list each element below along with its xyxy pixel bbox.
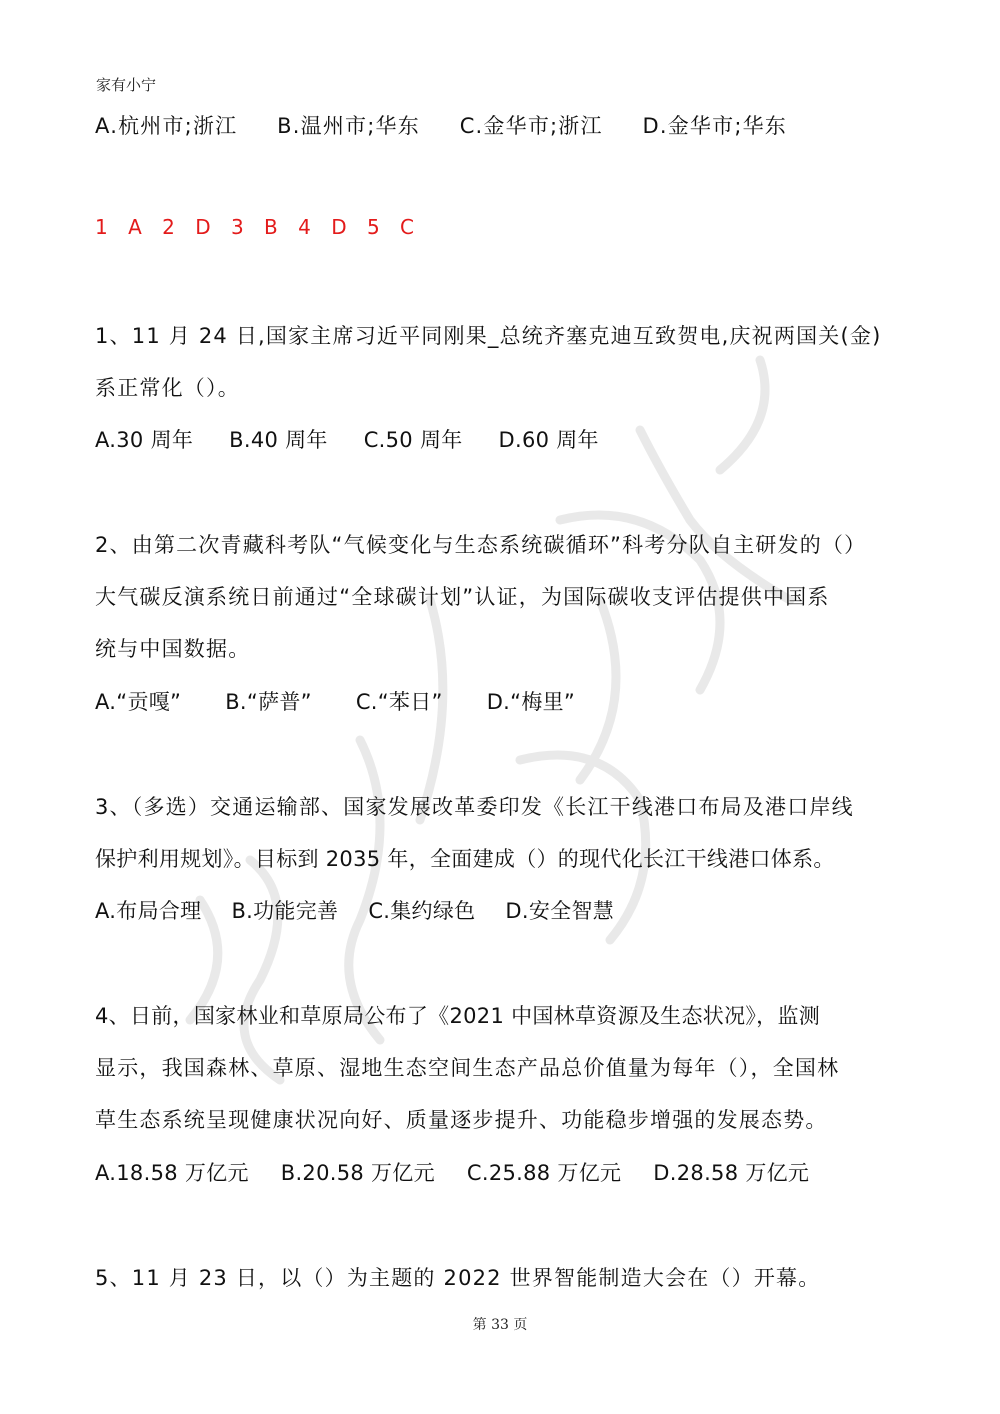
question-4-line-1: 4、日前，国家林业和草原局公布了《2021 中国林草资源及生态状况》，监测 [95,1004,821,1028]
question-2-line-3: 统与中国数据。 [95,637,251,661]
question-1-line-1: 1、11 月 24 日,国家主席习近平同刚果_总统齐塞克迪互致贺电,庆祝两国关(金) [95,324,882,348]
question-2-options [95,686,575,716]
answer-key: 1 A 2 D 3 B 4 D 5 C [95,215,422,239]
option-a: A.布局合理 [95,899,202,923]
option-a: A.“贡嘎” [95,690,182,714]
prev-question-options [95,110,787,140]
option-a: A.30 周年 [95,428,194,452]
option-d: D.安全智慧 [505,899,615,923]
question-4-options [95,1157,809,1187]
page-header: 家有小宁 [96,76,157,94]
option-c: C.金华市;浙江 [459,114,603,138]
question-2-line-1: 2、由第二次青藏科考队“气候变化与生态系统碳循环”科考分队自主研发的（） [95,533,867,557]
option-d: D.28.58 万亿元 [653,1161,810,1185]
option-b: B.20.58 万亿元 [280,1161,435,1185]
watermark-stroke [580,600,616,780]
question-1-line-2: 系正常化（）。 [95,376,240,400]
question-5-line-1: 5、11 月 23 日，以（）为主题的 2022 世界智能制造大会在（）开幕。 [95,1266,821,1290]
question-1-options [95,424,599,454]
option-d: D.金华市;华东 [642,114,788,138]
question-4-line-3: 草生态系统呈现健康状况向好、质量逐步提升、功能稳步增强的发展态势。 [95,1108,828,1132]
option-c: C.“苯日” [355,690,443,714]
option-b: B.“萨普” [225,690,312,714]
page-number: 第 33 页 [472,1317,528,1333]
option-c: C.50 周年 [363,428,463,452]
option-d: D.60 周年 [498,428,599,452]
question-3-options [95,895,614,925]
option-b: B.功能完善 [231,899,339,923]
option-a: A.18.58 万亿元 [95,1161,249,1185]
question-3-line-1: 3、（多选）交通运输部、国家发展改革委印发《长江干线港口布局及港口岸线 [95,795,854,819]
option-a: A.杭州市;浙江 [95,114,238,138]
watermark-stroke [244,860,280,1080]
question-4-line-2: 显示，我国森林、草原、湿地生态空间生态产品总价值量为每年（），全国林 [95,1056,840,1080]
watermark-stroke [349,740,380,1040]
question-3-line-2: 保护利用规划》。目标到 2035 年，全面建成（）的现代化长江干线港口体系。 [95,847,835,871]
option-c: C.25.88 万亿元 [466,1161,622,1185]
option-b: B.温州市;华东 [277,114,420,138]
option-d: D.“梅里” [486,690,576,714]
watermark-stroke [640,430,790,600]
question-2-line-2: 大气碳反演系统日前通过“全球碳计划”认证，为国际碳收支评估提供中国系 [95,585,830,609]
option-c: C.集约绿色 [368,899,476,923]
watermark-stroke [720,360,765,470]
option-b: B.40 周年 [229,428,328,452]
